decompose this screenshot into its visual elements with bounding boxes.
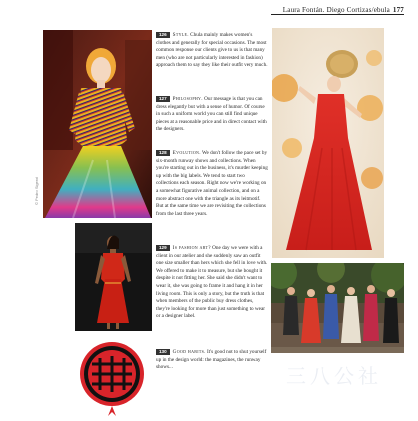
question-number: 126 bbox=[156, 32, 170, 38]
paragraph-lead: Evolution. bbox=[172, 150, 201, 156]
group-models-garden-photo bbox=[271, 263, 404, 353]
page-number: 177 bbox=[392, 6, 404, 14]
paragraph-lead: Style. bbox=[172, 32, 189, 38]
runway-model-striped-dress-photo bbox=[43, 30, 152, 218]
paragraph-text: Chula mainly makes women's clothes and generally for special occasions. The most common response our clients give to us is that many men (who are not particularly interested in fashion) approach them to say they like their outfit very much. bbox=[156, 32, 268, 69]
paragraph-text: We don't follow the pace set by six-month runway shows and collections. When you're starting out in the business, it's murder keeping up with the big labels. We tend to start two collections each season. Right now we're working on a somewhat figurative animal collection, and on a more abstract one with the triangle as its leitmotif. But at the same time we are revisiting the collections from the last three years. bbox=[156, 150, 268, 217]
paragraph-is-fashion-art bbox=[156, 245, 268, 321]
paragraph-lead: Is fashion art? bbox=[172, 245, 211, 251]
question-number: 130 bbox=[156, 349, 170, 355]
paragraph-text: One day we were with a client in our atelier and she suddenly saw an outfit one size smaller than hers which she fell in love with. We offered to make it to measure, but she bought it despite it not fitting her. She said she didn't want to wear it, she was going to frame it and hang it in her living room. This is only a story, but the truth is that when members of the public buy dress clothes, they're looking for more than just something to wear or a designer label. bbox=[156, 245, 268, 320]
paragraph-style bbox=[156, 32, 268, 70]
red-circular-ornament-graphic bbox=[78, 340, 150, 418]
running-title: Laura Fontán. Diego Cortizas/ebula bbox=[282, 6, 390, 14]
model-red-dress-catwalk-photo bbox=[75, 223, 152, 331]
question-number: 128 bbox=[156, 150, 170, 156]
paragraph-philosophy bbox=[156, 96, 268, 134]
woman-red-dress-lanterns-photo bbox=[272, 28, 384, 258]
header-rule bbox=[271, 14, 404, 15]
paragraph-text: It's good not to shut yourself up in the design world: the magazines, the runway shows... bbox=[156, 349, 267, 371]
paragraph-good-habits bbox=[156, 349, 268, 372]
paragraph-evolution bbox=[156, 150, 268, 218]
running-header bbox=[283, 6, 404, 14]
question-number: 129 bbox=[156, 245, 170, 251]
paragraph-lead: Philosophy. bbox=[172, 96, 203, 102]
paragraph-lead: Good habits. bbox=[172, 349, 206, 355]
watermark-text: 三八公社 bbox=[286, 364, 382, 388]
photo-credit: © Pedro Sigerol bbox=[34, 176, 39, 205]
paragraph-text: Our message is that you can dress elegantly but with a sense of humor. Of course in such a uniform world you can still find unique pieces at a reasonable price and in direct contact with the designers. bbox=[156, 96, 267, 133]
question-number: 127 bbox=[156, 96, 170, 102]
